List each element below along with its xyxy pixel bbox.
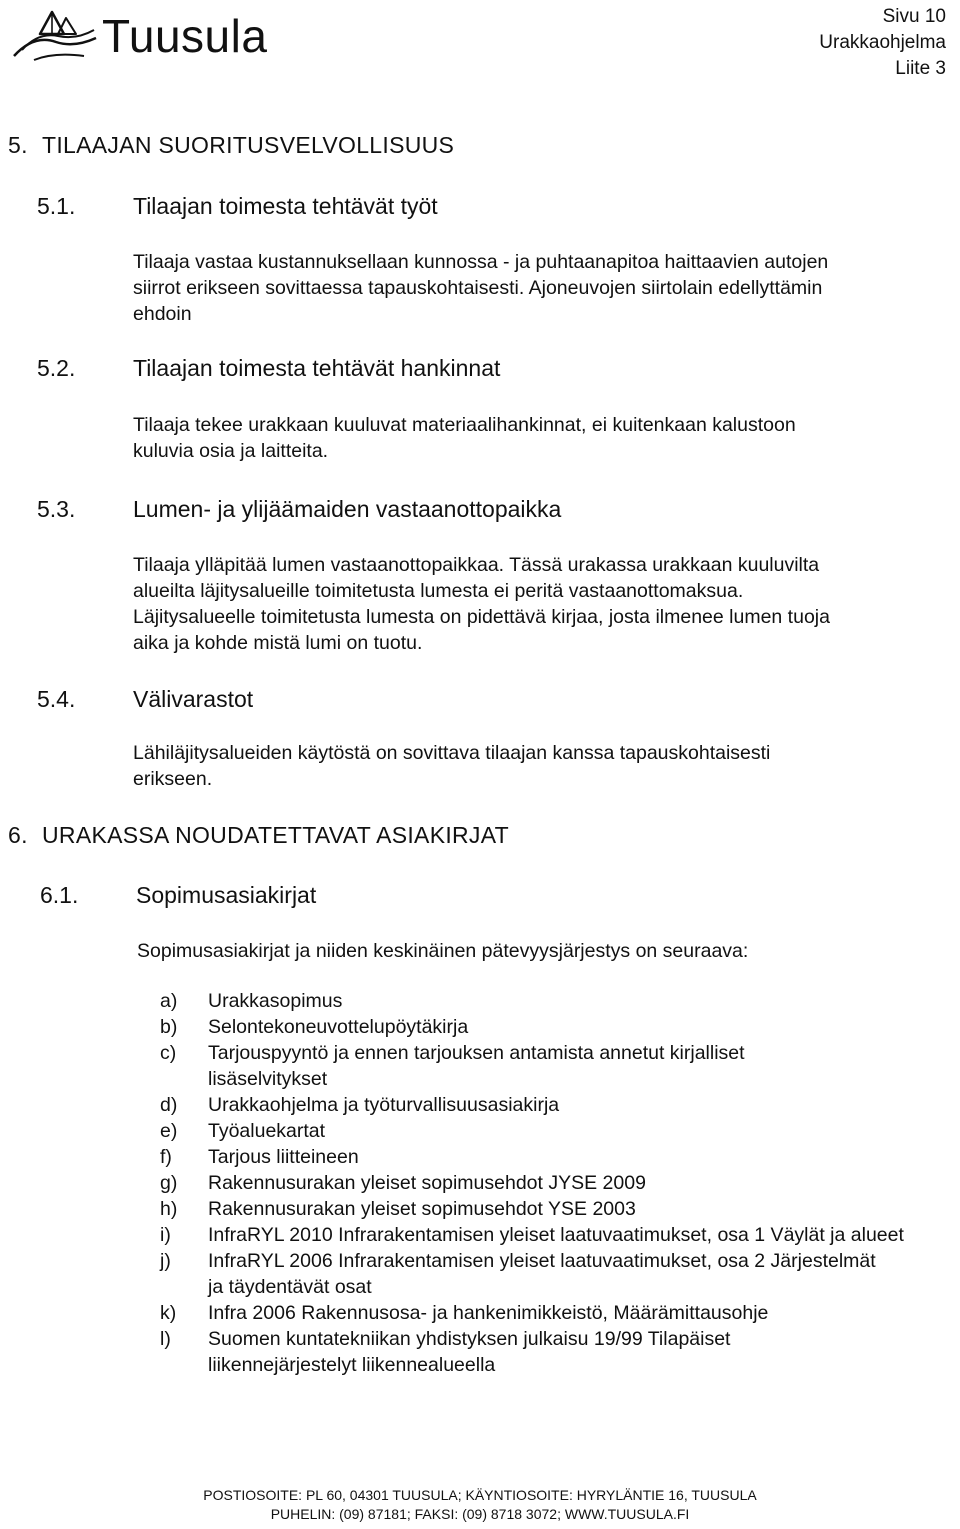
footer-address: POSTIOSOITE: PL 60, 04301 TUUSULA; KÄYNTIOSOITE: HYRYLÄNTIE 16, TUUSULA: [203, 1487, 757, 1503]
list-item: [160, 988, 960, 1014]
list-item: [160, 1014, 960, 1040]
list-item-text: Selontekoneuvottelupöytäkirja: [208, 1016, 469, 1038]
paragraph-6-1: [137, 938, 748, 964]
list-item-text: Urakkaohjelma ja työturvallisuusasiakirja: [208, 1094, 560, 1116]
paragraph-line: Tilaaja tekee urakkaan kuuluvat materiaalihankinnat, ei kuitenkaan kalustoon: [133, 414, 796, 436]
list-marker: k): [160, 1302, 177, 1324]
list-item: [160, 1196, 960, 1222]
list-marker: e): [160, 1120, 178, 1142]
appendix-label: Liite 3: [895, 58, 946, 79]
section-heading-5: [8, 132, 454, 159]
list-item-text: Rakennusurakan yleiset sopimusehdot YSE 2003: [208, 1198, 636, 1220]
subsection-title: Tilaajan toimesta tehtävät hankinnat: [133, 355, 501, 381]
page-header-info: [819, 4, 946, 82]
subsection-number: 6.1.: [40, 882, 79, 908]
list-item-text: Työaluekartat: [208, 1120, 326, 1142]
list-item-text: Rakennusurakan yleiset sopimusehdot JYSE 2009: [208, 1172, 646, 1194]
paragraph-line: aika ja kohde mistä lumi on tuotu.: [133, 632, 423, 654]
paragraph-line: Tilaaja ylläpitää lumen vastaanottopaikkaa. Tässä urakassa urakkaan kuuluvilta: [133, 554, 820, 576]
paragraph-line: alueilta läjitysalueille toimitetusta lumesta ei peritä vastaanottomaksua.: [133, 580, 744, 602]
section-title: TILAAJAN SUORITUSVELVOLLISUUS: [42, 132, 455, 158]
list-item: [160, 1040, 960, 1092]
paragraph-5-1: [133, 249, 828, 327]
subsection-title: Sopimusasiakirjat: [136, 882, 317, 908]
municipality-logo: [4, 4, 267, 68]
subsection-number: 5.3.: [37, 496, 76, 522]
brand-name: Tuusula: [102, 10, 268, 62]
paragraph-line: Tilaaja vastaa kustannuksellaan kunnossa - ja puhtaanapitoa haittaavien autojen: [133, 251, 829, 273]
paragraph-line: siirrot erikseen sovittaessa tapauskohtaisesti. Ajoneuvojen siirtolain edellyttämin: [133, 277, 823, 299]
section-heading-6: [8, 822, 509, 849]
page-footer: [0, 1486, 960, 1524]
list-marker: a): [160, 990, 178, 1012]
list-item-text: InfraRYL 2006 Infrarakentamisen yleiset laatuvaatimukset, osa 2 Järjestelmät ja täydentävät osat: [208, 1250, 876, 1298]
list-marker: i): [160, 1224, 171, 1246]
subsection-title: Lumen- ja ylijäämaiden vastaanottopaikka: [133, 496, 562, 522]
list-marker: h): [160, 1198, 178, 1220]
list-item-text: Infra 2006 Rakennusosa- ja hankenimikkeistö, Määrämittausohje: [208, 1302, 769, 1324]
subsection-number: 5.1.: [37, 193, 76, 219]
section-number: 6.: [8, 822, 28, 848]
list-item: [160, 1118, 960, 1144]
paragraph-line: Läjitysalueelle toimitetusta lumesta on pidettävä kirjaa, josta ilmenee lumen tuoja: [133, 606, 830, 628]
paragraph-line: Sopimusasiakirjat ja niiden keskinäinen pätevyysjärjestys on seuraava:: [137, 940, 749, 962]
list-item: [160, 1326, 960, 1378]
list-marker: f): [160, 1146, 172, 1168]
subsection-number: 5.2.: [37, 355, 76, 381]
list-item: [160, 1092, 960, 1118]
list-marker: j): [160, 1250, 171, 1272]
footer-contact: PUHELIN: (09) 87181; FAKSI: (09) 8718 3072; WWW.TUUSULA.FI: [270, 1506, 690, 1522]
list-item: [160, 1248, 960, 1300]
list-item: [160, 1170, 960, 1196]
paragraph-line: Lähiläjitysalueiden käytöstä on sovittava tilaajan kanssa tapauskohtaisesti: [133, 742, 771, 764]
paragraph-line: kuluvia osia ja laitteita.: [133, 440, 329, 462]
list-item-text: Suomen kuntatekniikan yhdistyksen julkaisu 19/99 Tilapäiset liikennejärjestelyt liikennealueella: [208, 1328, 731, 1376]
paragraph-5-2: [133, 412, 796, 464]
list-marker: l): [160, 1328, 171, 1350]
list-item: [160, 1144, 960, 1170]
list-item-text: Tarjouspyyntö ja ennen tarjouksen antamista annetut kirjalliset lisäselvitykset: [208, 1042, 745, 1090]
subsection-title: Tilaajan toimesta tehtävät työt: [133, 193, 438, 219]
document-title: Urakkaohjelma: [819, 32, 946, 53]
list-marker: d): [160, 1094, 178, 1116]
list-item: [160, 1300, 960, 1326]
subsection-number: 5.4.: [37, 686, 76, 712]
tuusula-emblem-icon: [4, 4, 104, 68]
list-item: [160, 1222, 960, 1248]
paragraph-line: erikseen.: [133, 768, 213, 790]
list-marker: c): [160, 1042, 177, 1064]
list-marker: g): [160, 1172, 178, 1194]
page-number: Sivu 10: [882, 6, 946, 27]
list-marker: b): [160, 1016, 178, 1038]
list-item-text: InfraRYL 2010 Infrarakentamisen yleiset laatuvaatimukset, osa 1 Väylät ja alueet: [208, 1224, 904, 1246]
section-title: URAKASSA NOUDATETTAVAT ASIAKIRJAT: [42, 822, 510, 848]
paragraph-line: ehdoin: [133, 303, 192, 325]
section-number: 5.: [8, 132, 28, 158]
list-item-text: Tarjous liitteineen: [208, 1146, 359, 1168]
contract-documents-list: [160, 988, 960, 1378]
paragraph-5-3: [133, 552, 830, 656]
subsection-title: Välivarastot: [133, 686, 254, 712]
list-item-text: Urakkasopimus: [208, 990, 343, 1012]
paragraph-5-4: [133, 740, 770, 792]
